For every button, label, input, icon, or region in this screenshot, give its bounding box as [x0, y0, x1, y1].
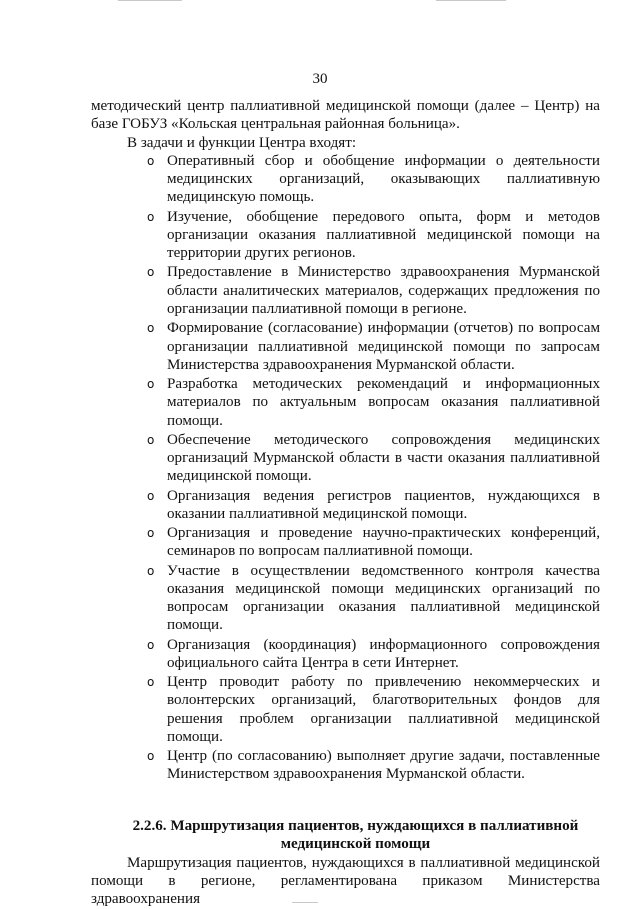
task-text: Участие в осуществлении ведомственного контроля качества оказания медицинской помощи медицинских организаций по вопросам организации оказания паллиативной медицинской помощи. [167, 562, 600, 634]
task-item [147, 375, 600, 430]
task-item [147, 319, 600, 374]
bullet-icon: o [147, 637, 155, 652]
tasks-intro: В задачи и функции Центра входят: [127, 134, 357, 151]
intro-paragraph: методический центр паллиативной медицинской помощи (далее – Центр) на базе ГОБУЗ «Кольская центральная районная больница». [91, 98, 600, 133]
section-heading-line-1: 2.2.6. Маршрутизация пациентов, нуждающихся в паллиативной [132, 817, 579, 834]
bullet-icon: o [147, 321, 155, 336]
routing-paragraph: Маршрутизация пациентов, нуждающихся в паллиативной медицинской помощи в регионе, регламентирована приказом Министерства здравоохранения [91, 854, 600, 908]
bullet-icon: o [147, 432, 155, 447]
task-item [147, 747, 600, 784]
task-item [147, 636, 600, 673]
task-text: Формирование (согласование) информации (отчетов) по вопросам организации паллиативной медицинской помощи по запросам Министерства здравоохранения Мурманской области. [167, 320, 600, 373]
task-item [147, 263, 600, 318]
tasks-list [91, 152, 600, 784]
section-heading [91, 817, 600, 854]
scan-line-top-left [118, 0, 182, 1]
task-item [147, 208, 600, 263]
bullet-icon: o [147, 749, 155, 764]
task-item [147, 524, 600, 561]
task-text: Обеспечение методического сопровождения медицинских организаций Мурманской области в части оказания паллиативной медицинской помощи. [167, 431, 600, 485]
task-text: Центр (по согласованию) выполняет другие задачи, поставленные Министерством здравоохранения Мурманской области. [167, 748, 600, 783]
bullet-icon: o [147, 209, 155, 224]
task-text: Центр проводит работу по привлечению некоммерческих и волонтерских организаций, благотворительных фондов для решения проблем организации паллиативной медицинской помощи. [167, 674, 600, 745]
task-item [147, 562, 600, 635]
document-body [91, 97, 600, 909]
bullet-icon: o [147, 265, 155, 280]
page-number: 30 [312, 71, 328, 87]
task-item [147, 487, 600, 524]
task-item [147, 152, 600, 207]
task-text: Организация и проведение научно-практических конференций, семинаров по вопросам паллиативной помощи. [167, 525, 600, 560]
bullet-icon: o [147, 675, 155, 690]
task-item [147, 673, 600, 746]
task-text: Организация ведения регистров пациентов, нуждающихся в оказании паллиативной медицинской помощи. [167, 487, 600, 522]
bullet-icon: o [147, 488, 155, 503]
task-item [147, 431, 600, 486]
task-text: Разработка методических рекомендаций и информационных материалов по актуальным вопросам оказания паллиативной помощи. [167, 376, 600, 429]
task-text: Предоставление в Министерство здравоохранения Мурманской области аналитических материалов, содержащих предложения по организации паллиативной помощи в регионе. [167, 264, 600, 318]
scan-line-top-right [436, 0, 506, 1]
bullet-icon: o [147, 526, 155, 541]
bullet-icon: o [147, 377, 155, 392]
task-text: Изучение, обобщение передового опыта, форм и методов организации оказания паллиативной медицинской помощи на территории других регионов. [167, 208, 600, 262]
task-text: Оперативный сбор и обобщение информации о деятельности медицинских организаций, оказывающих паллиативную медицинскую помощь. [167, 152, 600, 206]
task-text: Организация (координация) информационного сопровождения официального сайта Центра в сети Интернет. [167, 636, 600, 671]
bullet-icon: o [147, 153, 155, 168]
bullet-icon: o [147, 563, 155, 578]
section-heading-line-2: медицинской помощи [280, 836, 431, 853]
